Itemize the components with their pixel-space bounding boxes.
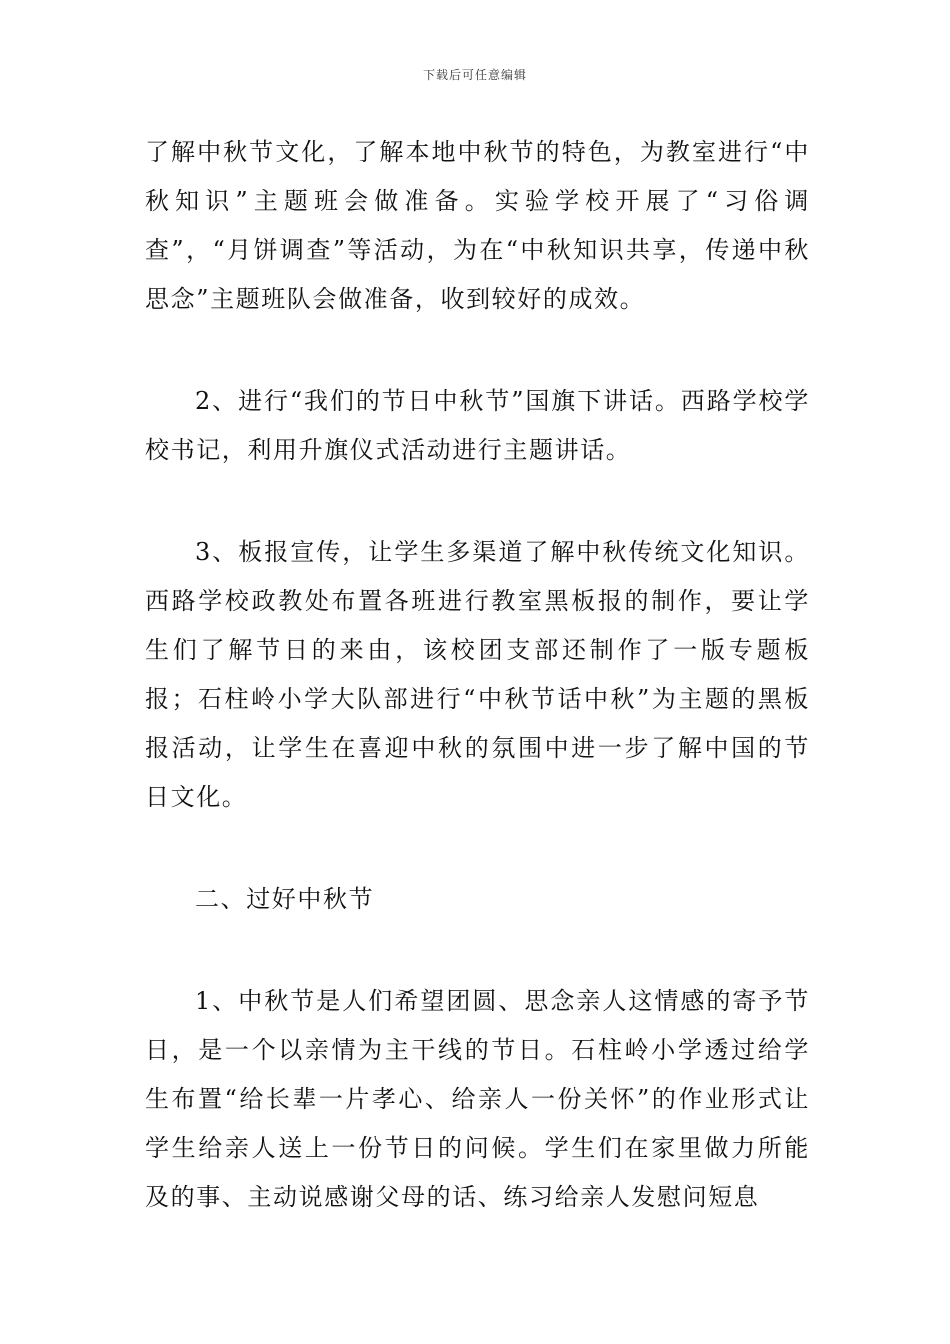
paragraph-gap bbox=[145, 475, 810, 528]
paragraph-gap bbox=[145, 822, 810, 875]
paragraph-gap bbox=[145, 324, 810, 377]
paragraph-flag-speech: 2、进行“我们的节日中秋节”国旗下讲话。西路学校学校书记，利用升旗仪式活动进行主题讲话。 bbox=[145, 387, 810, 464]
section-heading-celebrate: 二、过好中秋节 bbox=[195, 885, 375, 913]
document-body bbox=[145, 128, 810, 1222]
paragraph-blackboard-publicity: 3、板报宣传，让学生多渠道了解中秋传统文化知识。西路学校政教处布置各班进行教室黑板报的制作，要让学生们了解节日的来由，该校团支部还制作了一版专题板报；石柱岭小学大队部进行“中秋节话中秋”为主题的黑板报活动，让学生在喜迎中秋的氛围中进一步了解中国的节日文化。 bbox=[145, 538, 810, 811]
paragraph-family-reunion: 1、中秋节是人们希望团圆、思念亲人这情感的寄予节日，是一个以亲情为主干线的节日。石柱岭小学透过给学生布置“给长辈一片孝心、给亲人一份关怀”的作业形式让学生给亲人送上一份节日的问候。学生们在家里做力所能及的事、主动说感谢父母的话、练习给亲人发慰问短息 bbox=[145, 987, 810, 1211]
paragraph-gap bbox=[145, 924, 810, 977]
page-header-note: 下载后可任意编辑 bbox=[422, 68, 527, 82]
paragraph-mid-autumn-activities: 了解中秋节文化，了解本地中秋节的特色，为教室进行“中秋知识”主题班会做准备。实验学校开展了“习俗调查”，“月饼调查”等活动，为在“中秋知识共享，传递中秋思念”主题班队会做准备，收到较好的成效。 bbox=[145, 138, 810, 313]
